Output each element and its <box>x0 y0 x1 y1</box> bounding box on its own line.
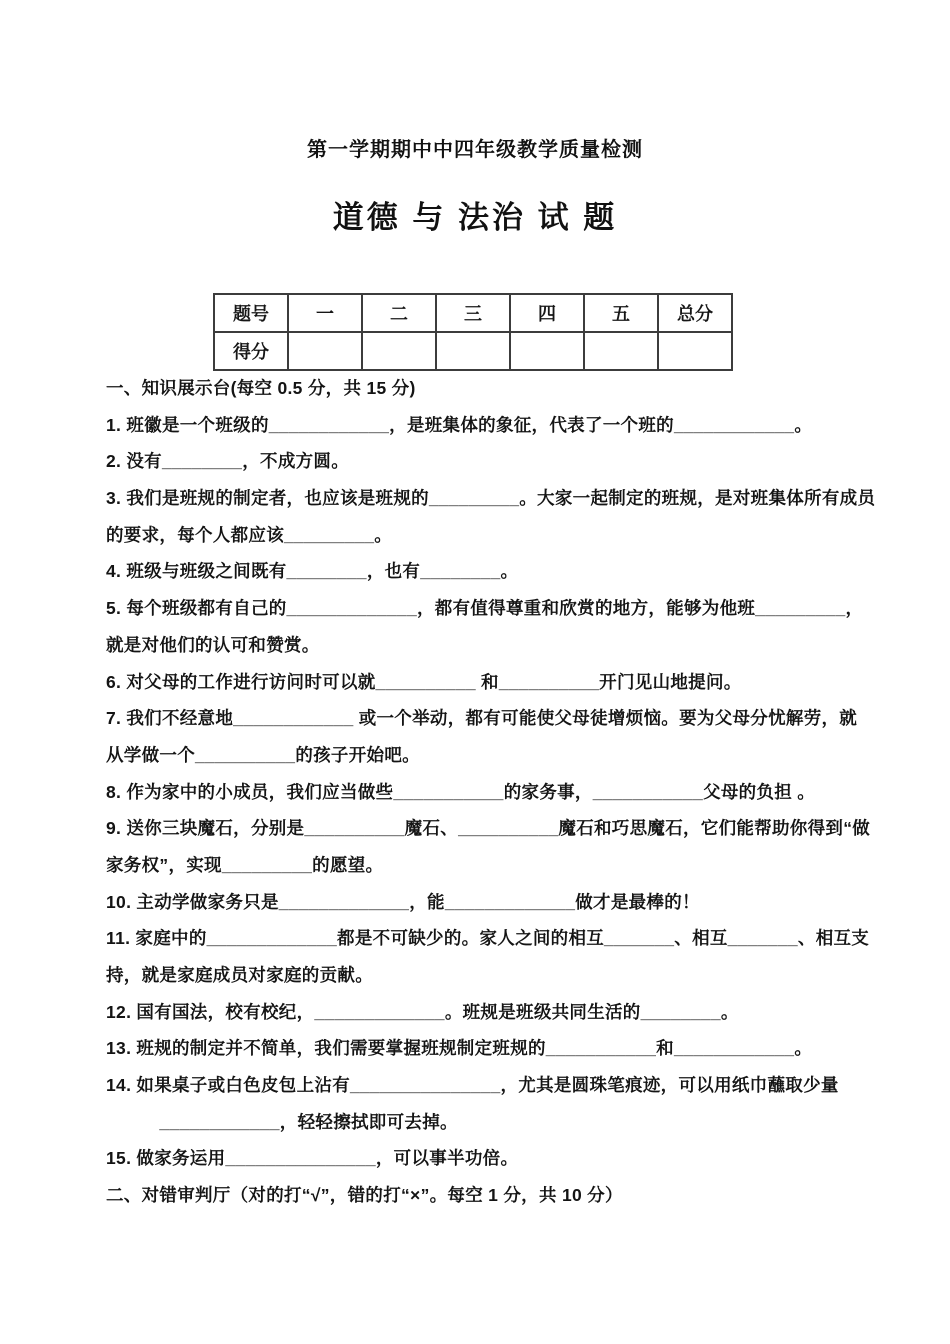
exam-title: 道德 与 法治 试 题 <box>332 200 618 235</box>
score-table-header-cell-5: 五 <box>584 294 658 332</box>
question-3-line-1: 3. 我们是班规的制定者，也应该是班规的_________。大家一起制定的班规，是对班集体所有成员 <box>106 488 876 509</box>
question-12-line: 12. 国有国法，校有校纪，_____________。班规是班级共同生活的________。 <box>106 1001 739 1022</box>
question-15-line: 15. 做家务运用_______________，可以事半功倍。 <box>106 1148 519 1169</box>
question-3-line-2: 的要求，每个人都应该_________。 <box>106 524 393 545</box>
score-table-header-cell-2: 二 <box>362 294 436 332</box>
score-table-row-label: 得分 <box>214 332 288 370</box>
score-table-score-row <box>214 332 732 370</box>
question-5-line-2: 就是对他们的认可和赞赏。 <box>106 634 320 655</box>
score-table-score-cell-total <box>658 332 732 370</box>
score-table-score-cell-5 <box>584 332 658 370</box>
question-11-line-1: 11. 家庭中的_____________都是不可缺少的。家人之间的相互_______、相互_______、相互支 <box>106 928 870 949</box>
score-table-score-cell-2 <box>362 332 436 370</box>
question-14-line-2: ____________，轻轻擦拭即可去掉。 <box>106 1111 458 1132</box>
section1-heading: 一、知识展示台(每空 0.5 分，共 15 分) <box>106 378 416 398</box>
score-table <box>213 293 733 371</box>
question-14-line-1: 14. 如果桌子或白色皮包上沾有_______________，尤其是圆珠笔痕迹，可以用纸巾蘸取少量 <box>106 1075 839 1096</box>
score-table-header-cell-1: 一 <box>288 294 362 332</box>
question-2-line: 2. 没有________，不成方圆。 <box>106 451 350 472</box>
question-6-line: 6. 对父母的工作进行访问时可以就__________ 和__________开门见山地提问。 <box>106 671 742 692</box>
score-table-header-cell-3: 三 <box>436 294 510 332</box>
score-table-header-cell-total: 总分 <box>658 294 732 332</box>
exam-subtitle: 第一学期期中中四年级教学质量检测 <box>307 139 643 161</box>
question-8-line: 8. 作为家中的小成员，我们应当做些___________的家务事，___________父母的负担 。 <box>106 781 816 802</box>
score-table-score-cell-1 <box>288 332 362 370</box>
question-11-line-2: 持，就是家庭成员对家庭的贡献。 <box>106 965 373 985</box>
question-13-line: 13. 班规的制定并不简单，我们需要掌握班规制定班规的___________和____________。 <box>106 1038 813 1059</box>
score-table-header-cell-4: 四 <box>510 294 584 332</box>
score-table-header-label: 题号 <box>214 294 288 332</box>
question-7-line-1: 7. 我们不经意地____________ 或一个举动，都有可能使父母徒增烦恼。要为父母分忧解劳，就 <box>106 708 858 729</box>
score-table-score-cell-4 <box>510 332 584 370</box>
question-4-line: 4. 班级与班级之间既有________，也有________。 <box>106 561 519 582</box>
score-table-header-row <box>214 294 732 332</box>
question-1-line: 1. 班徽是一个班级的____________，是班集体的象征，代表了一个班的____________。 <box>106 414 813 435</box>
question-10-line: 10. 主动学做家务只是_____________，能_____________做才是最棒的！ <box>106 891 700 912</box>
question-9-line-1: 9. 送你三块魔石，分别是__________魔石、__________魔石和巧思魔石，它们能帮助你得到“做 <box>106 818 871 839</box>
question-7-line-2: 从学做一个__________的孩子开始吧。 <box>106 744 420 765</box>
question-area <box>106 370 896 1214</box>
score-table-score-cell-3 <box>436 332 510 370</box>
section2-heading: 二、对错审判厅（对的打“√”，错的打“×”。每空 1 分，共 10 分） <box>106 1185 623 1206</box>
question-9-line-2: 家务权”，实现_________的愿望。 <box>106 854 384 875</box>
question-5-line-1: 5. 每个班级都有自己的_____________，都有值得尊重和欣赏的地方，能够为他班_________， <box>106 598 864 619</box>
